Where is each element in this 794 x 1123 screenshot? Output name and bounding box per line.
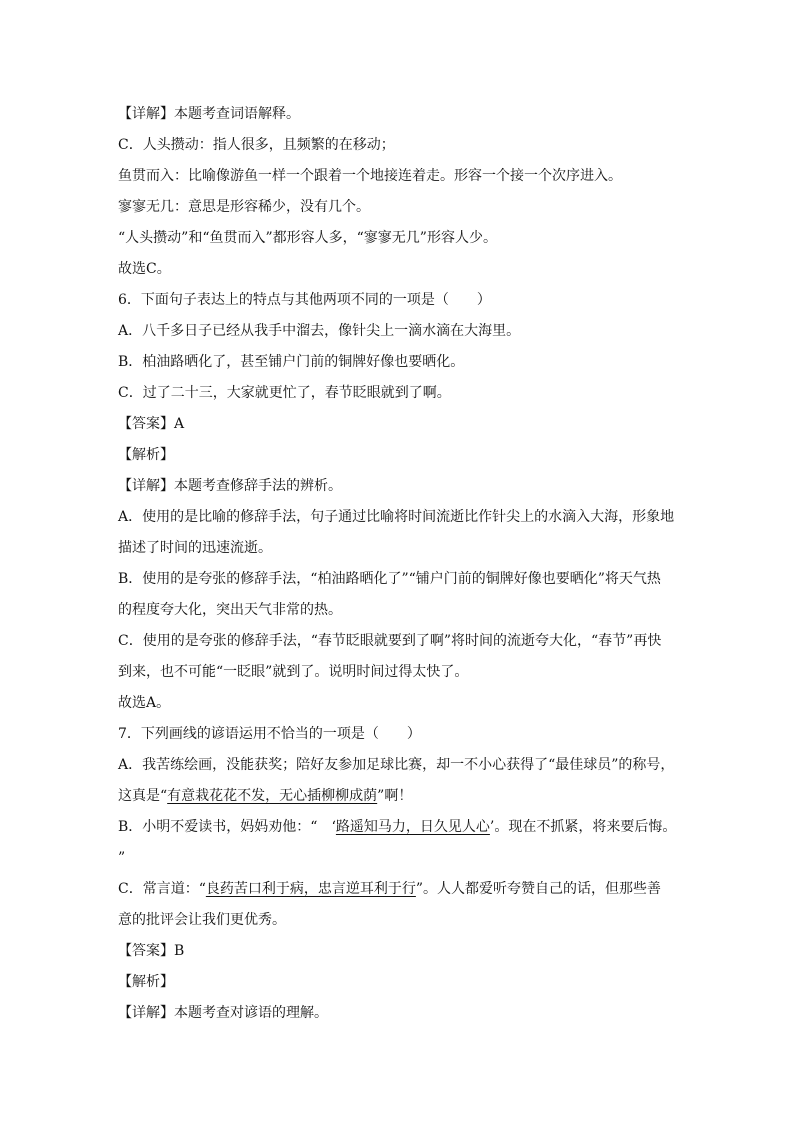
underlined-proverb: 路遥知马力，日久见人心 [335,819,490,835]
text-line: 鱼贯而入：比喻像游鱼一样一个跟着一个地接连着走。形容一个接一个次序进入。 [118,168,622,184]
analysis-label: 【解析】 [118,974,174,990]
option-a-proverb-line [118,786,412,806]
text-line: 的程度夸大化，突出天气非常的热。 [118,602,342,618]
text-line: 描述了时间的迅速流逝。 [118,540,272,556]
answer-label: 【答案】A [118,416,185,432]
text-span: 这真是“ [118,788,168,804]
text-span: ’。现在不抓紧，将来要后悔。 [489,819,677,835]
text-span: ‘ [331,819,336,835]
text-line: 故选A。 [118,695,171,711]
analysis-label: 【解析】 [118,447,174,463]
text-span: C．常言道：“ [118,881,206,897]
text-span: B．小明不爱读书，妈妈劝他：“ [118,819,332,835]
text-line: 到来，也不可能“一眨眼”就到了。说明时间过得太快了。 [118,664,469,680]
underlined-proverb: 良药苦口利于病，忠言逆耳利于行 [205,881,416,897]
text-line: A．使用的是比喻的修辞手法，句子通过比喻将时间流逝比作针尖上的水滴入大海，形象地 [118,509,675,525]
option-c: C．过了二十三，大家就更忙了，春节眨眼就到了啊。 [118,385,451,401]
text-line: 【详解】本题考查对谚语的理解。 [118,1005,328,1021]
option-b [118,817,676,837]
text-line: 故选C。 [118,261,171,277]
text-line: 【详解】本题考查词语解释。 [118,106,300,122]
option-c [118,879,661,899]
answer-label: 【答案】B [118,943,185,959]
text-line: B．使用的是夸张的修辞手法，“柏油路晒化了”“铺户门前的铜牌好像也要晒化”将天气热 [118,571,661,587]
option-a: A．我苦练绘画，没能获奖；陪好友参加足球比赛，却一不小心获得了“最佳球员”的称号， [118,757,675,773]
option-b: B．柏油路晒化了，甚至铺户门前的铜牌好像也要晒化。 [118,354,465,370]
text-span: ”。人人都爱听夸赞自己的话，但那些善 [415,881,662,897]
question-6-title: 6．下面句子表达上的特点与其他两项不同的一项是（ ） [118,292,491,308]
text-line: C．使用的是夸张的修辞手法，“春节眨眼就要到了啊”将时间的流逝夸大化，“春节”再快 [118,633,662,649]
text-line: C．人头攒动：指人很多，且频繁的在移动； [118,137,395,153]
text-line: 寥寥无几：意思是形容稀少，没有几个。 [118,199,370,215]
underlined-proverb: 有意栽花花不发，无心插柳柳成荫 [167,788,378,804]
text-line: ” [118,850,126,866]
text-span: ”啊！ [377,788,413,804]
text-line: “人头攒动”和“鱼贯而入”都形容人多，“寥寥无几”形容人少。 [118,230,497,246]
text-line: 意的批评会让我们更优秀。 [118,912,286,928]
text-line: 【详解】本题考查修辞手法的辨析。 [118,478,342,494]
option-a: A．八千多日子已经从我手中溜去，像针尖上一滴水滴在大海里。 [118,323,521,339]
question-7-title: 7．下列画线的谚语运用不恰当的一项是（ ） [118,726,421,742]
